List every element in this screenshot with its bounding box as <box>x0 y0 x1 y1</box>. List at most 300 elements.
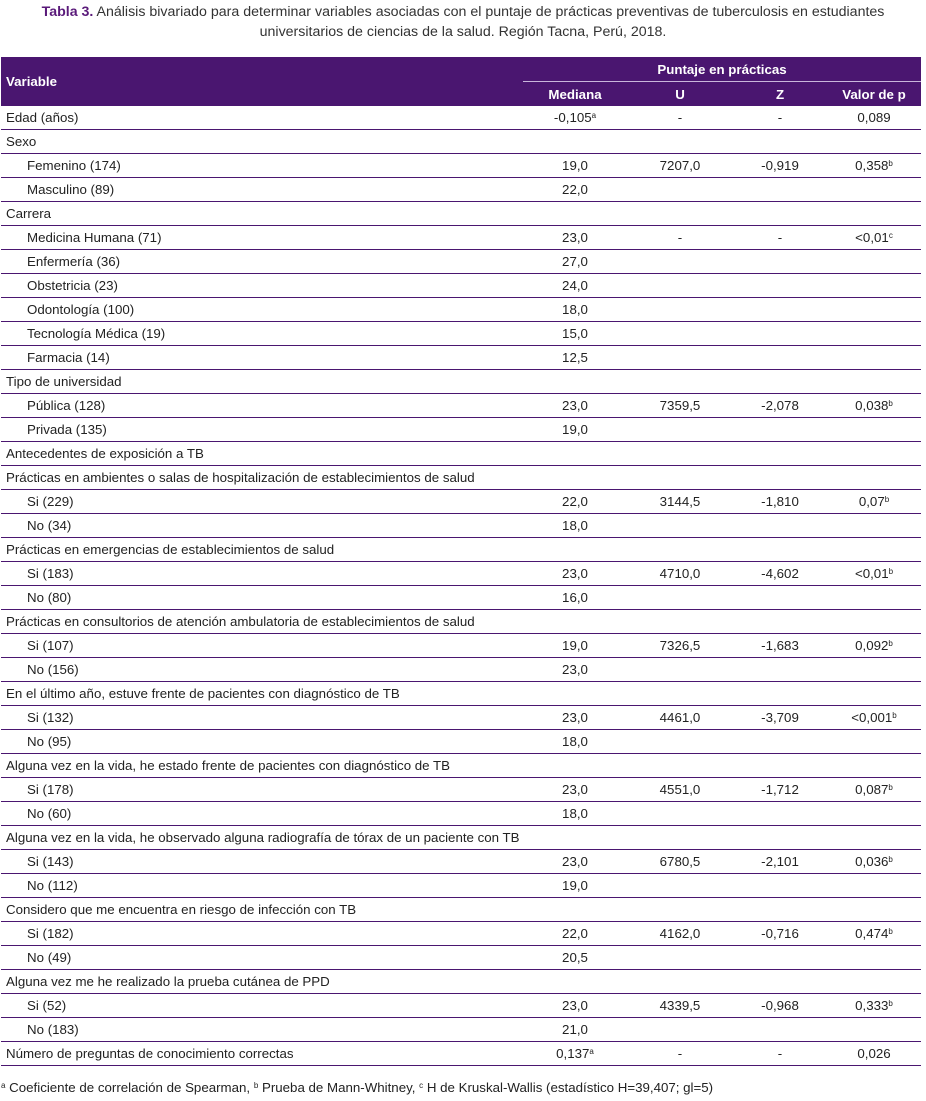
table-row <box>1 658 921 682</box>
cell-variable-text: Si (229) <box>27 494 74 509</box>
cell-mediana <box>523 466 627 490</box>
cell-z <box>733 754 827 778</box>
cell-mediana-text: 18,0 <box>562 734 588 749</box>
cell-z <box>733 706 827 730</box>
cell-variable-text: Prácticas en emergencias de establecimientos de salud <box>6 542 335 557</box>
cell-variable-text: Medicina Humana (71) <box>27 230 162 245</box>
cell-p-value <box>827 586 921 610</box>
cell-mediana <box>523 754 627 778</box>
cell-mediana <box>523 634 627 658</box>
table-row <box>1 610 921 634</box>
cell-mediana-text: 22,0 <box>562 182 588 197</box>
header-z: Z <box>733 82 827 107</box>
cell-variable <box>1 154 523 178</box>
cell-z-text: -1,712 <box>761 782 799 797</box>
cell-mediana <box>523 778 627 802</box>
cell-mediana-text: 23,0 <box>562 782 588 797</box>
table-row <box>1 466 921 490</box>
cell-z <box>733 658 827 682</box>
header-mediana: Mediana <box>523 82 627 107</box>
table-row <box>1 226 921 250</box>
cell-p-value-footnote-mark: b <box>888 927 893 936</box>
cell-variable <box>1 274 523 298</box>
cell-p-value <box>827 298 921 322</box>
table-row <box>1 562 921 586</box>
cell-mediana-footnote-mark: a <box>591 111 597 120</box>
cell-variable <box>1 922 523 946</box>
cell-mediana <box>523 946 627 970</box>
cell-mediana-footnote-mark: a <box>589 1047 594 1056</box>
cell-p-value <box>827 634 921 658</box>
cell-z-text: -0,968 <box>761 998 799 1013</box>
cell-variable-text: No (80) <box>27 590 72 605</box>
cell-variable-text: Edad (años) <box>6 110 79 125</box>
cell-mediana-text: 23,0 <box>562 998 588 1013</box>
cell-z <box>733 130 827 154</box>
cell-mediana-text: 24,0 <box>562 278 588 293</box>
cell-mediana-text: 22,0 <box>562 494 588 509</box>
cell-mediana <box>523 298 627 322</box>
cell-variable <box>1 874 523 898</box>
cell-z <box>733 1018 827 1042</box>
cell-z <box>733 778 827 802</box>
cell-u <box>627 466 733 490</box>
cell-mediana <box>523 514 627 538</box>
cell-u <box>627 1042 733 1066</box>
cell-z <box>733 922 827 946</box>
cell-p-value-text: 0,333 <box>855 998 889 1013</box>
cell-variable <box>1 226 523 250</box>
cell-u <box>627 442 733 466</box>
cell-mediana-text: 23,0 <box>562 230 588 245</box>
cell-p-value <box>827 490 921 514</box>
cell-mediana-text: 0,137 <box>556 1046 590 1061</box>
cell-variable-text: Prácticas en consultorios de atención ambulatoria de establecimientos de salud <box>6 614 475 629</box>
cell-variable-text: Número de preguntas de conocimiento correctas <box>6 1046 294 1061</box>
cell-p-value <box>827 394 921 418</box>
cell-u-text: 3144,5 <box>659 494 701 509</box>
cell-variable <box>1 730 523 754</box>
cell-mediana <box>523 970 627 994</box>
cell-p-value-footnote-mark: b <box>888 399 893 408</box>
table-row <box>1 130 921 154</box>
cell-z <box>733 442 827 466</box>
cell-variable <box>1 658 523 682</box>
cell-u <box>627 994 733 1018</box>
cell-p-value <box>827 922 921 946</box>
cell-z <box>733 226 827 250</box>
cell-mediana-text: 19,0 <box>562 878 588 893</box>
cell-variable <box>1 346 523 370</box>
cell-variable <box>1 946 523 970</box>
cell-z <box>733 898 827 922</box>
cell-variable <box>1 514 523 538</box>
cell-mediana-text: -0,105 <box>553 110 592 125</box>
cell-mediana <box>523 538 627 562</box>
cell-u <box>627 346 733 370</box>
table-header <box>1 57 921 106</box>
cell-p-value-text: 0,07 <box>858 494 885 509</box>
table-row <box>1 682 921 706</box>
cell-variable-text: Farmacia (14) <box>27 350 110 365</box>
cell-mediana-text: 18,0 <box>562 806 588 821</box>
cell-variable-text: Tipo de universidad <box>6 374 122 389</box>
cell-p-value <box>827 658 921 682</box>
cell-u <box>627 106 733 130</box>
cell-p-value <box>827 802 921 826</box>
cell-mediana-text: 15,0 <box>562 326 588 341</box>
cell-mediana-text: 23,0 <box>562 566 588 581</box>
cell-u <box>627 370 733 394</box>
cell-p-value <box>827 1018 921 1042</box>
cell-variable <box>1 634 523 658</box>
cell-u <box>627 394 733 418</box>
cell-p-value <box>827 898 921 922</box>
cell-p-value <box>827 610 921 634</box>
table-row <box>1 874 921 898</box>
cell-mediana <box>523 178 627 202</box>
cell-z <box>733 418 827 442</box>
cell-u-text: 7326,5 <box>659 638 701 653</box>
cell-p-value-footnote-mark: b <box>888 567 894 576</box>
cell-mediana <box>523 394 627 418</box>
table-footnote <box>1 1080 713 1095</box>
table-row <box>1 586 921 610</box>
cell-z <box>733 106 827 130</box>
cell-p-value-text: 0,092 <box>855 638 889 653</box>
cell-p-value <box>827 466 921 490</box>
table-row <box>1 802 921 826</box>
cell-variable-text: No (112) <box>27 878 78 893</box>
cell-mediana <box>523 154 627 178</box>
cell-p-value <box>827 418 921 442</box>
cell-p-value <box>827 514 921 538</box>
table-row <box>1 346 921 370</box>
cell-u <box>627 778 733 802</box>
cell-variable-text: Si (178) <box>27 782 74 797</box>
cell-mediana-text: 18,0 <box>562 302 588 317</box>
cell-p-value <box>827 754 921 778</box>
cell-variable <box>1 538 523 562</box>
cell-variable-text: No (95) <box>27 734 72 749</box>
cell-variable-text: Alguna vez en la vida, he observado alguna radiografía de tórax de un paciente con TB <box>6 830 520 845</box>
cell-z <box>733 874 827 898</box>
cell-mediana <box>523 802 627 826</box>
cell-variable-text: Si (107) <box>27 638 74 653</box>
caption-label: Tabla 3. <box>41 4 94 20</box>
cell-z <box>733 562 827 586</box>
cell-variable-text: Enfermería (36) <box>27 254 121 269</box>
cell-mediana-text: 16,0 <box>562 590 588 605</box>
cell-variable-text: Alguna vez en la vida, he estado frente de pacientes con diagnóstico de TB <box>6 758 451 773</box>
cell-z <box>733 322 827 346</box>
cell-variable <box>1 370 523 394</box>
cell-variable-text: Obstetricia (23) <box>27 278 118 293</box>
footnote-c: H de Kruskal-Wallis (estadístico H=39,407; gl=5) <box>423 1080 714 1095</box>
cell-u-text: 4339,5 <box>659 998 701 1013</box>
cell-z-text: -0,716 <box>761 926 799 941</box>
table-row <box>1 850 921 874</box>
cell-p-value <box>827 202 921 226</box>
cell-p-value <box>827 106 921 130</box>
cell-u <box>627 850 733 874</box>
cell-mediana <box>523 130 627 154</box>
cell-variable <box>1 466 523 490</box>
table-row <box>1 634 921 658</box>
cell-variable <box>1 850 523 874</box>
footnote-mark-b: b <box>253 1081 259 1090</box>
cell-z <box>733 610 827 634</box>
cell-mediana <box>523 1042 627 1066</box>
cell-mediana <box>523 250 627 274</box>
cell-mediana <box>523 874 627 898</box>
cell-u <box>627 154 733 178</box>
table-row <box>1 394 921 418</box>
table-row <box>1 442 921 466</box>
cell-mediana <box>523 106 627 130</box>
cell-mediana <box>523 226 627 250</box>
cell-u-text: - <box>677 110 683 125</box>
cell-mediana <box>523 1018 627 1042</box>
footnote-mark-a: a <box>1 1081 6 1090</box>
cell-z-text: - <box>777 1046 783 1061</box>
cell-variable <box>1 754 523 778</box>
cell-mediana-text: 19,0 <box>562 422 588 437</box>
cell-z <box>733 802 827 826</box>
cell-p-value <box>827 730 921 754</box>
cell-u <box>627 754 733 778</box>
cell-u <box>627 874 733 898</box>
cell-z <box>733 370 827 394</box>
cell-mediana-text: 12,5 <box>562 350 588 365</box>
header-p-value: Valor de p <box>827 82 921 107</box>
cell-u <box>627 898 733 922</box>
cell-z <box>733 970 827 994</box>
cell-variable-text: No (183) <box>27 1022 79 1037</box>
cell-variable-text: Femenino (174) <box>27 158 121 173</box>
cell-u <box>627 202 733 226</box>
cell-variable-text: Masculino (89) <box>27 182 115 197</box>
cell-u <box>627 250 733 274</box>
cell-p-value-footnote-mark: b <box>888 159 893 168</box>
cell-variable <box>1 826 523 850</box>
cell-z-text: -1,810 <box>761 494 799 509</box>
cell-u-text: 7359,5 <box>659 398 701 413</box>
cell-mediana <box>523 346 627 370</box>
cell-p-value <box>827 850 921 874</box>
table-row <box>1 970 921 994</box>
cell-mediana-text: 21,0 <box>562 1022 588 1037</box>
cell-u-text: 7207,0 <box>659 158 701 173</box>
cell-mediana-text: 18,0 <box>562 518 588 533</box>
cell-mediana <box>523 202 627 226</box>
table-caption <box>0 2 926 42</box>
cell-variable-text: No (156) <box>27 662 79 677</box>
cell-z <box>733 298 827 322</box>
cell-variable <box>1 106 523 130</box>
cell-p-value <box>827 994 921 1018</box>
cell-variable <box>1 1042 523 1066</box>
cell-p-value-footnote-mark: b <box>884 495 890 504</box>
cell-variable <box>1 442 523 466</box>
cell-p-value <box>827 226 921 250</box>
table-row <box>1 250 921 274</box>
cell-variable <box>1 802 523 826</box>
cell-variable-text: Pública (128) <box>27 398 106 413</box>
cell-variable <box>1 706 523 730</box>
cell-mediana-text: 19,0 <box>562 158 588 173</box>
cell-mediana <box>523 730 627 754</box>
cell-mediana <box>523 898 627 922</box>
table-row <box>1 730 921 754</box>
cell-variable-text: Odontología (100) <box>27 302 135 317</box>
cell-z-text: -2,078 <box>761 398 799 413</box>
cell-variable <box>1 202 523 226</box>
cell-z-text: - <box>777 110 783 125</box>
cell-z-text: -0,919 <box>761 158 799 173</box>
cell-p-value-text: 0,026 <box>857 1046 891 1061</box>
cell-variable-text: Sexo <box>6 134 37 149</box>
cell-mediana <box>523 562 627 586</box>
cell-u-text: 4551,0 <box>659 782 701 797</box>
table-row <box>1 298 921 322</box>
cell-p-value <box>827 442 921 466</box>
cell-variable-text: Alguna vez me he realizado la prueba cutánea de PPD <box>6 974 330 989</box>
cell-variable-text: Considero que me encuentra en riesgo de infección con TB <box>6 902 357 917</box>
cell-mediana-text: 20,5 <box>562 950 588 965</box>
cell-variable-text: Prácticas en ambientes o salas de hospitalización de establecimientos de salud <box>6 470 475 485</box>
cell-p-value <box>827 250 921 274</box>
cell-z-text: -1,683 <box>761 638 799 653</box>
cell-u <box>627 610 733 634</box>
cell-z <box>733 826 827 850</box>
cell-variable <box>1 418 523 442</box>
header-u: U <box>627 82 733 107</box>
cell-z-text: -3,709 <box>761 710 799 725</box>
cell-u <box>627 322 733 346</box>
cell-u <box>627 946 733 970</box>
cell-p-value-footnote-mark: b <box>892 711 897 720</box>
cell-u <box>627 178 733 202</box>
cell-mediana <box>523 994 627 1018</box>
cell-mediana-text: 19,0 <box>562 638 588 653</box>
cell-u <box>627 514 733 538</box>
table-row <box>1 898 921 922</box>
cell-mediana <box>523 610 627 634</box>
cell-z <box>733 346 827 370</box>
cell-mediana-text: 23,0 <box>562 398 588 413</box>
table-row <box>1 490 921 514</box>
cell-p-value-footnote-mark: b <box>888 855 893 864</box>
table-row <box>1 946 921 970</box>
cell-z <box>733 250 827 274</box>
cell-p-value-footnote-mark: c <box>888 231 893 240</box>
cell-z-text: -2,101 <box>761 854 799 869</box>
cell-variable <box>1 682 523 706</box>
cell-p-value-text: <0,01 <box>855 230 889 245</box>
cell-u <box>627 586 733 610</box>
cell-p-value <box>827 370 921 394</box>
table-row <box>1 370 921 394</box>
cell-u-text: 4461,0 <box>659 710 701 725</box>
table-row <box>1 826 921 850</box>
cell-mediana-text: 23,0 <box>562 710 588 725</box>
cell-variable <box>1 178 523 202</box>
cell-variable <box>1 994 523 1018</box>
cell-variable <box>1 130 523 154</box>
cell-u-text: 4710,0 <box>659 566 701 581</box>
cell-u <box>627 298 733 322</box>
cell-variable-text: Tecnología Médica (19) <box>27 326 166 341</box>
table-row <box>1 1018 921 1042</box>
cell-variable <box>1 322 523 346</box>
cell-variable-text: Privada (135) <box>27 422 107 437</box>
cell-mediana-text: 22,0 <box>562 926 588 941</box>
cell-variable-text: No (60) <box>27 806 72 821</box>
cell-u <box>627 1018 733 1042</box>
cell-variable <box>1 250 523 274</box>
cell-p-value <box>827 682 921 706</box>
cell-p-value-text: 0,087 <box>855 782 889 797</box>
cell-z <box>733 586 827 610</box>
header-variable: Variable <box>1 57 523 106</box>
cell-u <box>627 730 733 754</box>
cell-u <box>627 658 733 682</box>
cell-z <box>733 850 827 874</box>
cell-p-value-text: <0,001 <box>851 710 893 725</box>
cell-u <box>627 634 733 658</box>
cell-u <box>627 970 733 994</box>
table-row <box>1 106 921 130</box>
cell-z <box>733 274 827 298</box>
cell-u-text: - <box>677 1046 683 1061</box>
cell-p-value <box>827 154 921 178</box>
table-row <box>1 274 921 298</box>
table-row <box>1 706 921 730</box>
cell-z <box>733 730 827 754</box>
cell-mediana <box>523 370 627 394</box>
cell-variable-text: Si (52) <box>27 998 67 1013</box>
cell-mediana <box>523 922 627 946</box>
cell-mediana <box>523 442 627 466</box>
cell-mediana <box>523 274 627 298</box>
cell-variable <box>1 970 523 994</box>
cell-u <box>627 802 733 826</box>
cell-mediana-text: 23,0 <box>562 662 588 677</box>
cell-variable-text: Si (182) <box>27 926 74 941</box>
cell-p-value-text: 0,358 <box>855 158 889 173</box>
cell-p-value-text: 0,089 <box>857 110 891 125</box>
cell-variable-text: Si (183) <box>27 566 74 581</box>
cell-variable <box>1 562 523 586</box>
cell-variable <box>1 610 523 634</box>
cell-z <box>733 394 827 418</box>
data-table <box>1 57 921 1066</box>
cell-p-value <box>827 274 921 298</box>
cell-mediana <box>523 658 627 682</box>
cell-u <box>627 538 733 562</box>
cell-u <box>627 226 733 250</box>
footnote-a: Coeficiente de correlación de Spearman, <box>5 1080 254 1095</box>
cell-mediana <box>523 418 627 442</box>
table-row <box>1 418 921 442</box>
cell-mediana <box>523 826 627 850</box>
cell-z-text: -4,602 <box>761 566 799 581</box>
cell-u <box>627 562 733 586</box>
table-row <box>1 922 921 946</box>
cell-u <box>627 274 733 298</box>
cell-variable-text: En el último año, estuve frente de pacientes con diagnóstico de TB <box>6 686 400 701</box>
